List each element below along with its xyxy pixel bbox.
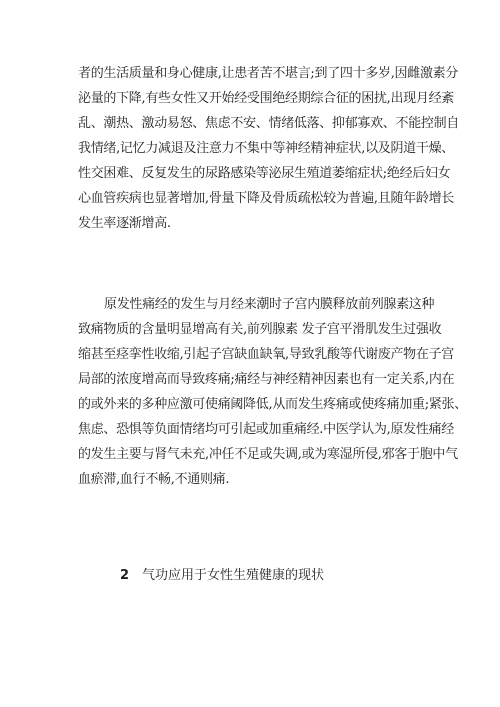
paragraph-1-line: 心血管疾病也显著增加,骨量下降及骨质疏松较为普遍,且随年龄增长 [78, 191, 454, 206]
section-heading [120, 568, 324, 584]
paragraph-2-line: 的发生主要与肾气未充,冲任不足或失调,或为寒湿所侵,邪客于胞中气 [78, 447, 458, 462]
paragraph-1-line: 我情绪,记忆力减退及注意力不集中等神经精神症状,以及阴道干燥、 [78, 141, 454, 156]
paragraph-1-line: 者的生活质量和身心健康,让患者苦不堪言;到了四十多岁,因雌激素分 [78, 66, 459, 81]
paragraph-2-line: 致痛物质的含量明显增高有关,前列腺素 发子宫平滑肌发生过强收 [78, 322, 442, 337]
section-title: 气功应用于女性生殖健康的现状 [142, 568, 325, 583]
paragraph-1-line: 泌量的下降,有些女性又开始经受围绝经期综合征的困扰,出现月经紊 [78, 91, 454, 106]
paragraph-2-line: 缩甚至痉挛性收缩,引起子宫缺血缺氧,导致乳酸等代谢废产物在子宫 [78, 347, 454, 362]
paragraph-2-line: 焦虑、恐惧等负面情绪均可引起或加重痛经.中医学认为,原发性痛经 [78, 422, 454, 437]
paragraph-1-line: 乱、潮热、激动易怒、焦虑不安、情绪低落、抑郁寡欢、不能控制自 [78, 116, 460, 131]
paragraph-1-line: 性交困难、反复发生的尿路感染等泌尿生殖道萎缩症状;绝经后妇女 [78, 166, 451, 181]
paragraph-2-line: 的或外来的多种应激可使痛阈降低,从而发生疼痛或使疼痛加重;紧张、 [78, 397, 467, 412]
paragraph-2-line: 血瘀滞,血行不畅,不通则痛. [78, 472, 230, 487]
paragraph-2-line: 局部的浓度增高而导致疼痛;痛经与神经精神因素也有一定关系,内在 [78, 372, 455, 387]
paragraph-1-line: 发生率逐渐增高. [78, 216, 171, 231]
section-number: 2 [120, 568, 130, 583]
paragraph-2-line: 原发性痛经的发生与月经来潮时子宫内膜释放前列腺素这种 [104, 297, 435, 312]
